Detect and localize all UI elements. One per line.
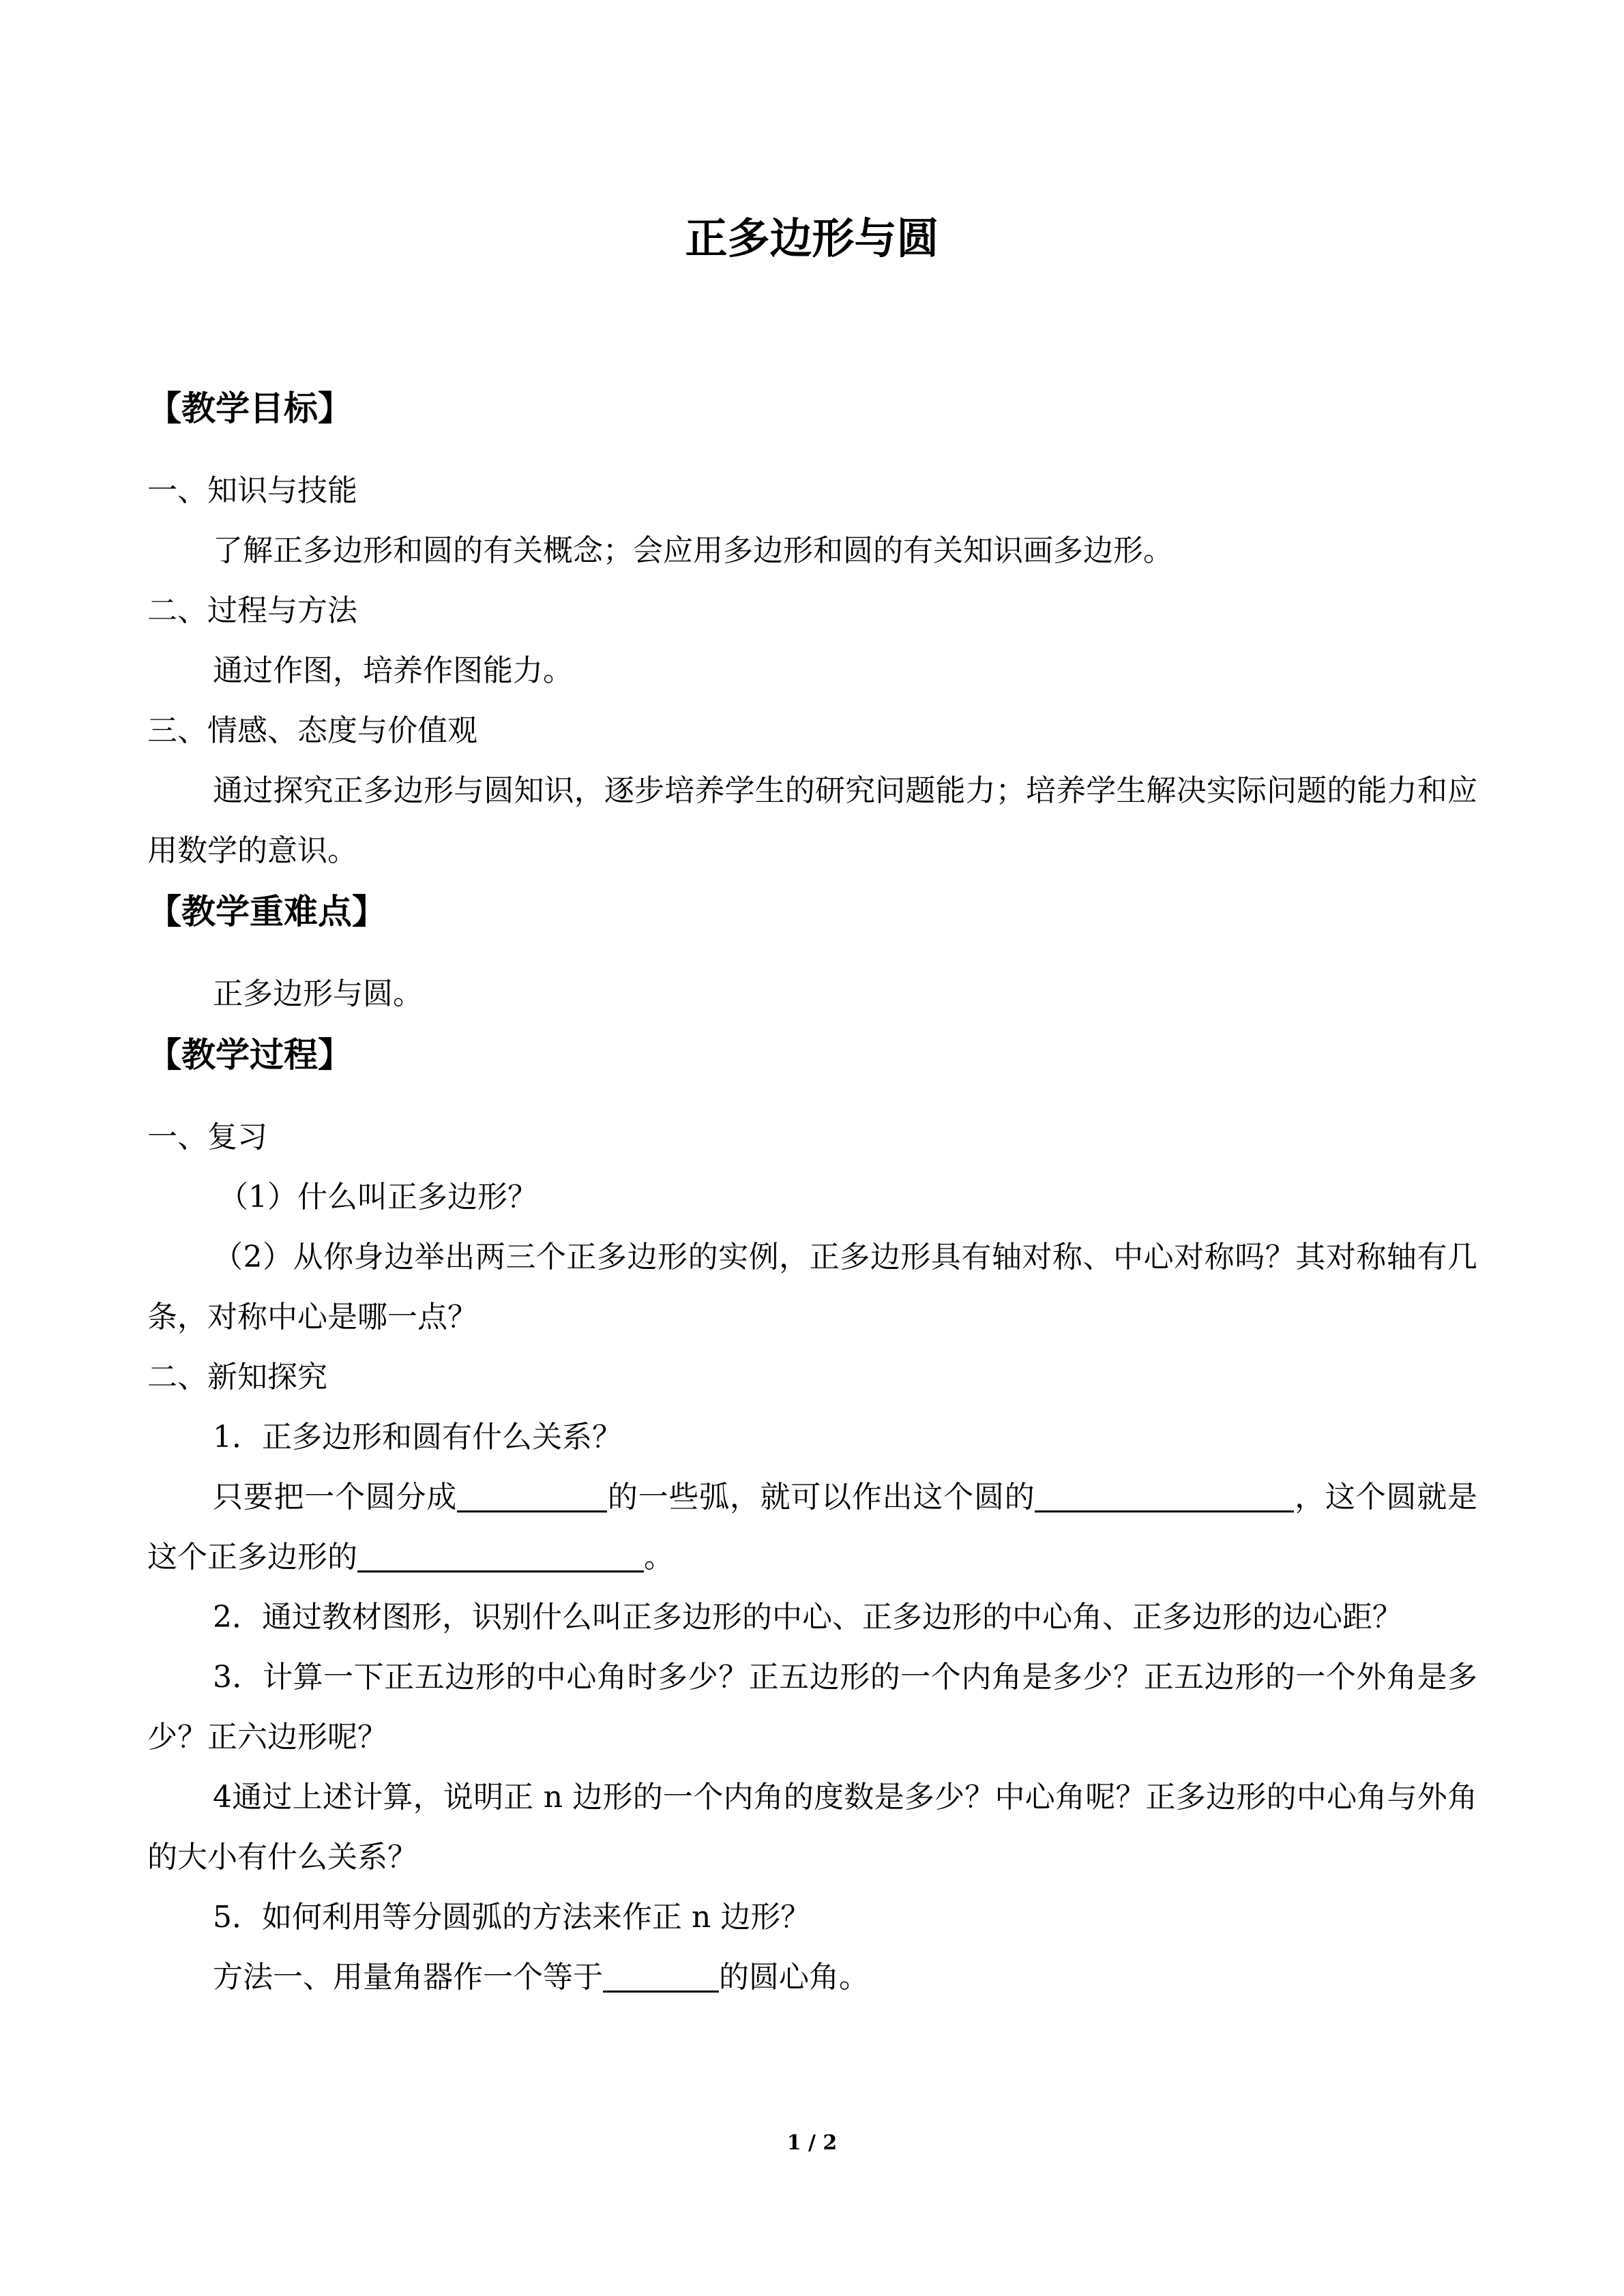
fill-blank-1 bbox=[457, 1475, 607, 1512]
review-title: 一、复习 bbox=[147, 1120, 267, 1154]
fill-text-d: 。 bbox=[644, 1540, 674, 1575]
method-1-blank bbox=[603, 1955, 719, 1993]
section-heading-goals: 【教学目标】 bbox=[147, 389, 352, 428]
goals-subheading-process: 二、过程与方法 bbox=[147, 593, 357, 628]
fill-in-paragraph bbox=[147, 1467, 1477, 1587]
section-heading-process: 【教学过程】 bbox=[147, 1035, 352, 1075]
page-number: 1 / 2 bbox=[786, 2131, 838, 2155]
document-body bbox=[147, 382, 1477, 2008]
question-2: 2．通过教材图形，识别什么叫正多边形的中心、正多边形的中心角、正多边形的边心距？ bbox=[213, 1600, 1402, 1635]
goals-text-process: 通过作图，培养作图能力。 bbox=[213, 653, 573, 688]
method-1-text-b: 的圆心角。 bbox=[719, 1960, 869, 1995]
question-3: 3．计算一下正五边形的中心角时多少？正五边形的一个内角是多少？正五边形的一个外角是多少？正六边形呢？ bbox=[147, 1660, 1477, 1755]
goals-text-knowledge: 了解正多边形和圆的有关概念；会应用多边形和圆的有关知识画多边形。 bbox=[213, 533, 1173, 568]
new-knowledge-title: 二、新知探究 bbox=[147, 1360, 327, 1395]
keypoints-text: 正多边形与圆。 bbox=[213, 976, 423, 1011]
fill-blank-2 bbox=[1035, 1475, 1294, 1512]
review-question-2: （2）从你身边举出两三个正多边形的实例，正多边形具有轴对称、中心对称吗？其对称轴有几条，对称中心是哪一点？ bbox=[147, 1240, 1477, 1335]
method-1 bbox=[147, 1948, 1477, 2008]
question-1: 1．正多边形和圆有什么关系？ bbox=[213, 1420, 622, 1455]
question-5: 5．如何利用等分圆弧的方法来作正 n 边形？ bbox=[213, 1900, 811, 1935]
section-heading-keypoints: 【教学重难点】 bbox=[147, 892, 386, 931]
fill-text-a: 只要把一个圆分成 bbox=[213, 1480, 458, 1515]
document-title: 正多边形与圆 bbox=[685, 213, 939, 263]
fill-text-c: ，这个圆就是这个正多边形的 bbox=[147, 1480, 1478, 1575]
fill-blank-3 bbox=[357, 1535, 644, 1572]
method-1-text-a: 方法一、用量角器作一个等于 bbox=[213, 1960, 603, 1995]
goals-subheading-attitude: 三、情感、态度与价值观 bbox=[147, 713, 477, 748]
goals-subheading-knowledge: 一、知识与技能 bbox=[147, 473, 357, 508]
fill-text-b: 的一些弧，就可以作出这个圆的 bbox=[607, 1480, 1035, 1515]
goals-text-attitude: 通过探究正多边形与圆知识，逐步培养学生的研究问题能力；培养学生解决实际问题的能力和应用数学的意识。 bbox=[147, 773, 1477, 868]
question-4: 4通过上述计算，说明正 n 边形的一个内角的度数是多少？中心角呢？正多边形的中心角与外角的大小有什么关系？ bbox=[147, 1780, 1477, 1875]
review-question-1: （1）什么叫正多边形？ bbox=[218, 1180, 537, 1214]
